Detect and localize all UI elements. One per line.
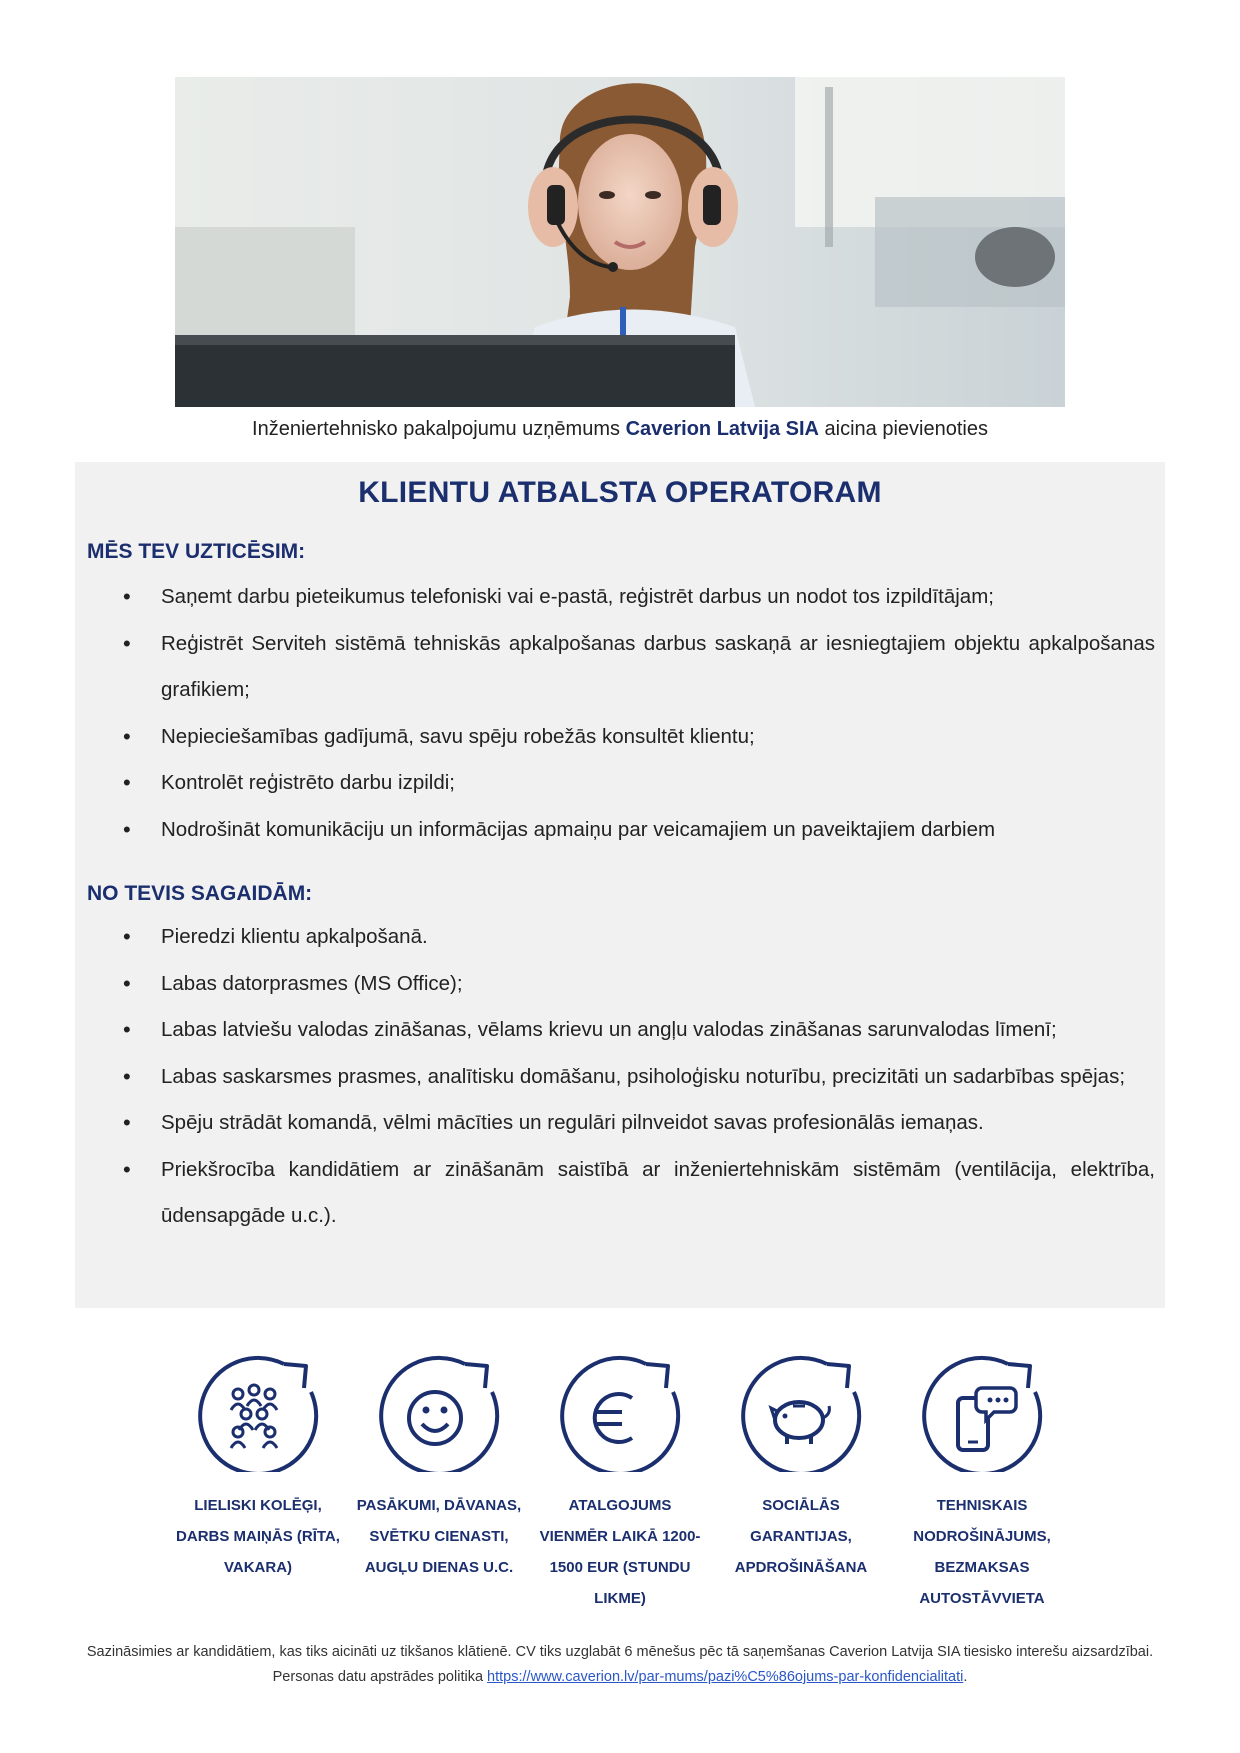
benefits-row <box>0 1352 1240 1612</box>
euro-icon <box>550 1352 690 1472</box>
list-item: • Kontrolēt reģistrēto darbu izpildi; <box>75 760 1155 807</box>
list-item: • Labas latviešu valodas zināšanas, vēlams krievu un angļu valodas zināšanas sarunvalodas līmenī; <box>75 1007 1155 1054</box>
smiley-icon <box>369 1352 509 1472</box>
benefit-colleagues <box>173 1352 343 1583</box>
list-item: • Labas datorprasmes (MS Office); <box>75 961 1155 1008</box>
requirements-list <box>75 914 1155 1240</box>
list-item: • Reģistrēt Serviteh sistēmā tehniskās apkalpošanas darbus saskaņā ar iesniegtajiem objektu apkalpošanas grafikiem; <box>75 621 1155 714</box>
benefit-label: SOCIĀLĀS GARANTIJAS, APDROŠINĀŠANA <box>734 1497 868 1576</box>
list-item: • Nodrošināt komunikāciju un informācijas apmaiņu par veicamajiem un paveiktajiem darbiem <box>75 807 1155 854</box>
privacy-footer <box>85 1640 1155 1690</box>
list-item: • Spēju strādāt komandā, vēlmi mācīties un regulāri pilnveidot savas profesionālās iemaņas. <box>75 1100 1155 1147</box>
benefit-events <box>354 1352 524 1583</box>
job-title: KLIENTU ATBALSTA OPERATORAM <box>358 476 882 509</box>
company-name: Caverion Latvija SIA <box>625 418 819 440</box>
phone-chat-icon <box>912 1352 1052 1472</box>
list-item: • Pieredzi klientu apkalpošanā. <box>75 914 1155 961</box>
benefit-label: LIELISKI KOLĒĢI, DARBS MAIŅĀS (RĪTA, VAKARA) <box>176 1497 340 1576</box>
list-item: • Priekšrocība kandidātiem ar zināšanām saistībā ar inženiertehniskām sistēmām (ventilācija, elektrība, ūdensapgāde u.c.). <box>75 1147 1155 1240</box>
benefit-label: ATALGOJUMS VIENMĒR LAIKĀ 1200-1500 EUR (STUNDU LIKME) <box>539 1497 701 1607</box>
content-panel <box>75 462 1165 1308</box>
header-photo <box>175 77 1065 407</box>
people-group-icon <box>188 1352 328 1472</box>
intro-line <box>0 418 1240 441</box>
piggy-bank-icon <box>731 1352 871 1472</box>
benefit-label: TEHNISKAIS NODROŠINĀJUMS, BEZMAKSAS AUTOSTĀVVIETA <box>913 1497 1051 1607</box>
intro-prefix: Inženiertehnisko pakalpojumu uzņēmums <box>252 418 620 440</box>
list-item: • Nepieciešamības gadījumā, savu spēju robežās konsultēt klientu; <box>75 714 1155 761</box>
section-requirements-heading: NO TEVIS SAGAIDĀM: <box>87 882 313 905</box>
list-item: • Saņemt darbu pieteikumus telefoniski vai e-pastā, reģistrēt darbus un nodot tos izpildītājam; <box>75 574 1155 621</box>
privacy-policy-link[interactable]: https://www.caverion.lv/par-mums/pazi%C5%86ojums-par-konfidencialitati <box>487 1669 964 1685</box>
section-responsibilities-heading: MĒS TEV UZTICĒSIM: <box>87 540 306 563</box>
benefit-label: PASĀKUMI, DĀVANAS, SVĒTKU CIENASTI, AUGĻU DIENAS U.C. <box>356 1497 522 1576</box>
benefit-salary <box>535 1352 705 1614</box>
benefit-social <box>716 1352 886 1583</box>
benefit-technical <box>897 1352 1067 1614</box>
footer-end: . <box>963 1669 968 1685</box>
list-item: • Labas saskarsmes prasmes, analītisku domāšanu, psiholoģisku noturību, precizitāti un sadarbības spējas; <box>75 1054 1155 1101</box>
intro-suffix: aicina pievienoties <box>824 418 988 440</box>
footer-text: Sazināsimies ar kandidātiem, kas tiks aicināti uz tikšanos klātienē. CV tiks uzglabāt 6 mēnešus pēc tā saņemšanas Caverion Latvija SIA tiesisko interešu aizsardzībai. Personas datu apstrādes politika <box>86 1644 1154 1685</box>
responsibilities-list <box>75 574 1155 853</box>
